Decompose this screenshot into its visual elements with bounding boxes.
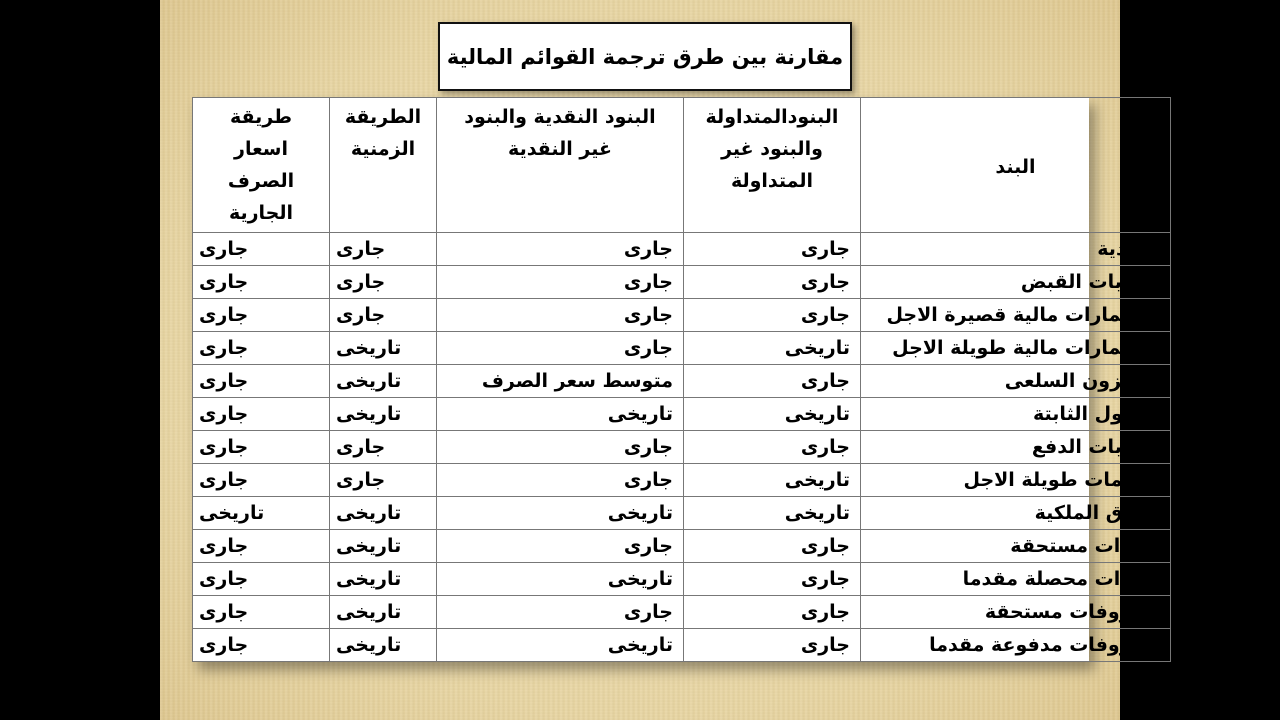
- cell-monetary: تاريخى: [437, 563, 684, 596]
- cell-item: المخزون السلعى: [861, 365, 1171, 398]
- cell-current-rate: جارى: [193, 365, 330, 398]
- table-row: [193, 431, 1171, 464]
- table-header-row: [193, 98, 1171, 233]
- cell-item: مصروفات مدفوعة مقدما: [861, 629, 1171, 662]
- table-row: [193, 233, 1171, 266]
- cell-temporal: تاريخى: [330, 596, 437, 629]
- cell-item: حسابات القبض: [861, 266, 1171, 299]
- cell-monetary: جارى: [437, 530, 684, 563]
- cell-current-rate: جارى: [193, 332, 330, 365]
- cell-current: جارى: [684, 629, 861, 662]
- cell-current-rate: جارى: [193, 464, 330, 497]
- cell-item: حسابات الدفع: [861, 431, 1171, 464]
- cell-monetary: جارى: [437, 596, 684, 629]
- cell-current: جارى: [684, 563, 861, 596]
- cell-current: تاريخى: [684, 398, 861, 431]
- cell-item: الاصول الثابتة: [861, 398, 1171, 431]
- cell-monetary: جارى: [437, 464, 684, 497]
- table-row: [193, 365, 1171, 398]
- cell-current: جارى: [684, 233, 861, 266]
- cell-current-rate: جارى: [193, 398, 330, 431]
- cell-current-rate: تاريخى: [193, 497, 330, 530]
- cell-item: النقدية: [861, 233, 1171, 266]
- header-monetary-nonmonetary: البنود النقدية والبنود غير النقدية: [437, 98, 684, 233]
- table-row: [193, 563, 1171, 596]
- cell-monetary: جارى: [437, 233, 684, 266]
- cell-current: تاريخى: [684, 332, 861, 365]
- cell-current-rate: جارى: [193, 431, 330, 464]
- title-box: [438, 22, 852, 91]
- cell-monetary: متوسط سعر الصرف: [437, 365, 684, 398]
- cell-item: مصروفات مستحقة: [861, 596, 1171, 629]
- cell-temporal: تاريخى: [330, 398, 437, 431]
- header-temporal: الطريقة الزمنية: [330, 98, 437, 233]
- cell-current: جارى: [684, 299, 861, 332]
- cell-current: تاريخى: [684, 497, 861, 530]
- cell-current-rate: جارى: [193, 596, 330, 629]
- cell-item: ايرادات محصلة مقدما: [861, 563, 1171, 596]
- cell-item: استثمارات مالية طويلة الاجل: [861, 332, 1171, 365]
- cell-temporal: تاريخى: [330, 530, 437, 563]
- slide: [160, 0, 1162, 720]
- cell-current: جارى: [684, 530, 861, 563]
- cell-current-rate: جارى: [193, 629, 330, 662]
- cell-temporal: جارى: [330, 299, 437, 332]
- table-row: [193, 596, 1171, 629]
- cell-current-rate: جارى: [193, 266, 330, 299]
- table-row: [193, 530, 1171, 563]
- cell-temporal: تاريخى: [330, 365, 437, 398]
- cell-item: استثمارات مالية قصيرة الاجل: [861, 299, 1171, 332]
- table-body: [193, 233, 1171, 662]
- header-current-rate: طريقة اسعار الصرف الجارية: [193, 98, 330, 233]
- cell-monetary: جارى: [437, 431, 684, 464]
- cell-current: جارى: [684, 365, 861, 398]
- page-title: مقارنة بين طرق ترجمة القوائم المالية: [446, 44, 844, 69]
- cell-monetary: جارى: [437, 299, 684, 332]
- table-row: [193, 332, 1171, 365]
- cell-item: ايرادات مستحقة: [861, 530, 1171, 563]
- cell-item: حقوق الملكية: [861, 497, 1171, 530]
- cell-temporal: جارى: [330, 464, 437, 497]
- header-item: البند: [861, 98, 1171, 233]
- cell-monetary: جارى: [437, 332, 684, 365]
- cell-temporal: تاريخى: [330, 629, 437, 662]
- table-row: [193, 464, 1171, 497]
- cell-monetary: جارى: [437, 266, 684, 299]
- cell-current-rate: جارى: [193, 299, 330, 332]
- cell-temporal: تاريخى: [330, 563, 437, 596]
- cell-temporal: تاريخى: [330, 332, 437, 365]
- cell-temporal: جارى: [330, 266, 437, 299]
- cell-monetary: تاريخى: [437, 497, 684, 530]
- cell-current-rate: جارى: [193, 563, 330, 596]
- cell-item: التزامات طويلة الاجل: [861, 464, 1171, 497]
- cell-current: تاريخى: [684, 464, 861, 497]
- cell-current: جارى: [684, 431, 861, 464]
- cell-temporal: جارى: [330, 431, 437, 464]
- cell-monetary: تاريخى: [437, 629, 684, 662]
- cell-current: جارى: [684, 266, 861, 299]
- comparison-table-container: [192, 97, 1162, 662]
- cell-temporal: جارى: [330, 233, 437, 266]
- cell-current-rate: جارى: [193, 530, 330, 563]
- cell-current: جارى: [684, 596, 861, 629]
- table-row: [193, 398, 1171, 431]
- cell-current-rate: جارى: [193, 233, 330, 266]
- comparison-table: [192, 97, 1171, 662]
- header-current-noncurrent: البنودالمتداولة والبنود غير المتداولة: [684, 98, 861, 233]
- cell-temporal: تاريخى: [330, 497, 437, 530]
- cell-monetary: تاريخى: [437, 398, 684, 431]
- table-row: [193, 266, 1171, 299]
- table-row: [193, 497, 1171, 530]
- table-row: [193, 299, 1171, 332]
- table-row: [193, 629, 1171, 662]
